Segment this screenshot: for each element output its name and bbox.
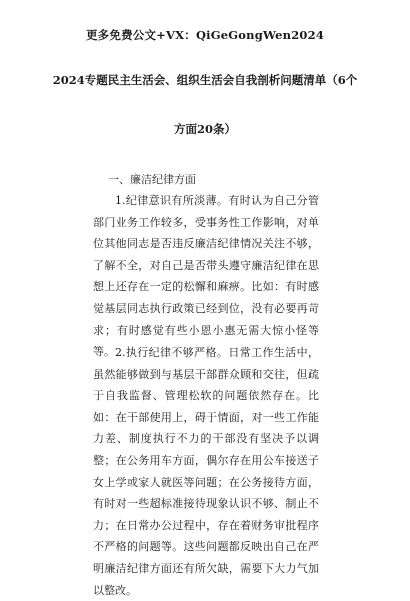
paragraph-text: 1.纪律意识有所淡薄。有时认为自己分管部门业务工作较多，受事务性工作影响，对单位其他同志是否违反廉洁纪律情况关注不够，了解不全，对自己是否带头遵守廉洁纪律在思想上还存在一定的松懈和麻痹。比如：有时感觉基层同志执行政策已经到位，没有必要再苛求；有时感觉有些小恩小惠无需大惊小怪等等。 (93, 194, 319, 359)
document-title-line-1: 2024专题民主生活会、组织生活会自我剖析问题清单（6个 (52, 73, 358, 87)
document-title-line-2: 方面20条） (173, 122, 236, 136)
section-heading: 一、廉洁纪律方面 (108, 173, 196, 186)
promo-header: 更多免费公文+VX：QiGeGongWen2024 (85, 28, 325, 42)
paragraph (93, 342, 319, 601)
paragraph-text: 2.执行纪律不够严格。日常工作生活中，虽然能够做到与基层干部群众顾和交往，但疏于自我监督、管理松软的问题依然存在。比如：在干部使用上，碍于情面，对一些工作能力差、制度执行不力的干部没有坚决予以调整；在公务用车方面，偶尔存在用公车接送子女上学或家人就医等问题；在公务接待方面，有时对一些超标准接待现象认识不够、制止不力；在日常办公过程中，存在着财务审批程序不严格的问题等。这些问题都反映出自己在严明廉洁纪律方面还有所欠缺，需要下大力气加以整改。 (93, 346, 319, 597)
paragraph (93, 190, 319, 363)
